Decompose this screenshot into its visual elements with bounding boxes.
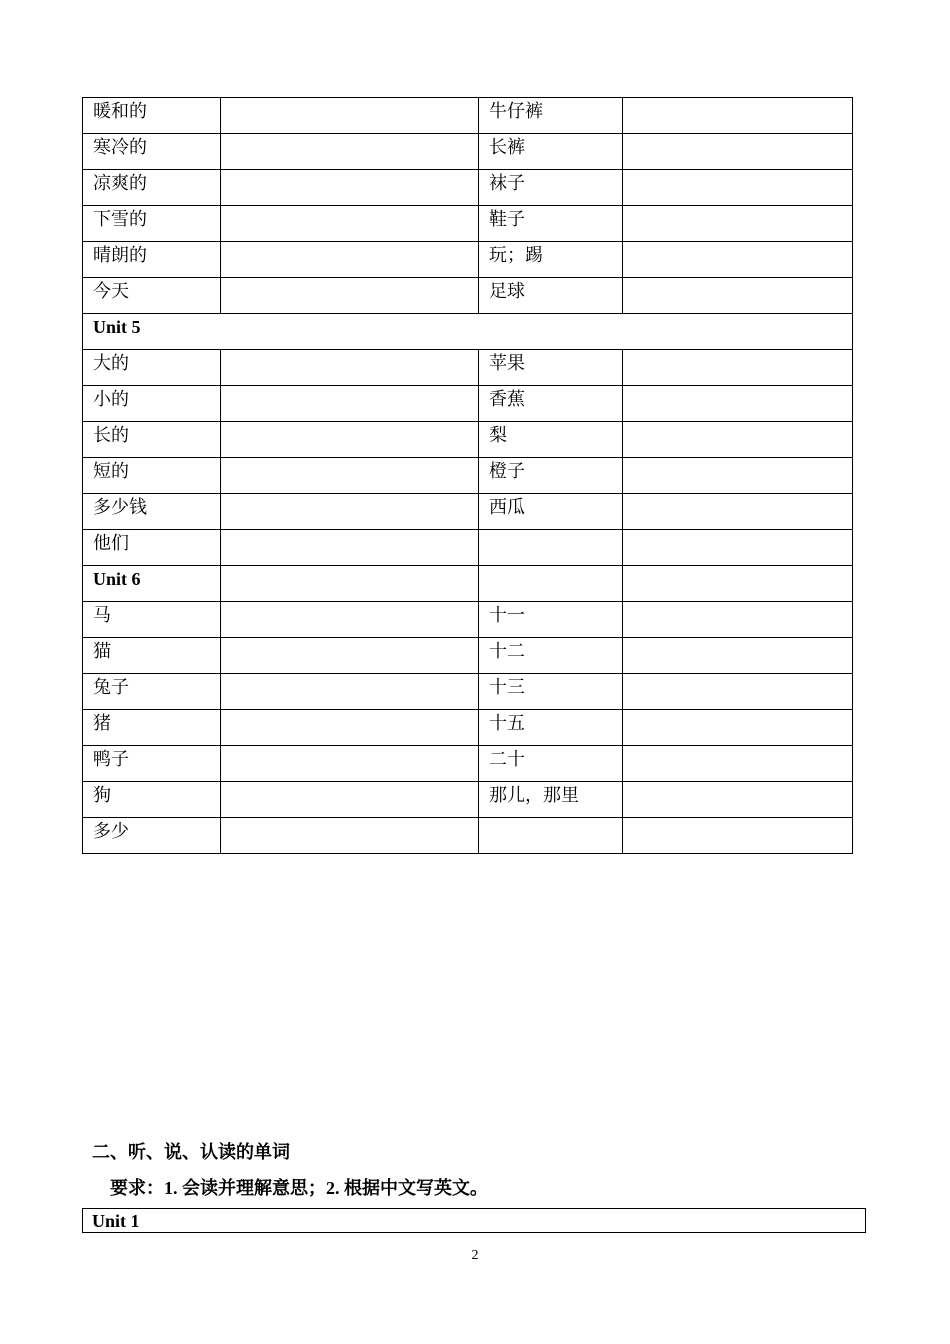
answer-cell — [221, 98, 479, 134]
table-row — [83, 818, 853, 854]
answer-cell — [623, 134, 853, 170]
chinese-word-cell: 狗 — [83, 782, 221, 818]
chinese-word-cell: 十三 — [479, 674, 623, 710]
unit-heading-cell: Unit 6 — [83, 566, 221, 602]
chinese-word-cell: 下雪的 — [83, 206, 221, 242]
answer-cell — [623, 278, 853, 314]
answer-cell — [221, 242, 479, 278]
chinese-word-cell: 猪 — [83, 710, 221, 746]
table-row — [83, 98, 853, 134]
table-row — [83, 746, 853, 782]
answer-cell — [623, 242, 853, 278]
chinese-word-cell: 鞋子 — [479, 206, 623, 242]
answer-cell — [623, 782, 853, 818]
answer-cell — [623, 674, 853, 710]
unit-heading-cell: Unit 5 — [83, 314, 853, 350]
answer-cell — [221, 278, 479, 314]
answer-cell — [221, 170, 479, 206]
answer-cell — [221, 746, 479, 782]
vocabulary-table — [82, 97, 853, 854]
answer-cell — [623, 602, 853, 638]
table-row — [83, 242, 853, 278]
chinese-word-cell — [479, 818, 623, 854]
table-row — [83, 422, 853, 458]
table-row — [83, 134, 853, 170]
answer-cell — [623, 746, 853, 782]
answer-cell — [221, 422, 479, 458]
chinese-word-cell: 多少 — [83, 818, 221, 854]
table-row — [83, 674, 853, 710]
requirement-text: 要求：1. 会读并理解意思；2. 根据中文写英文。 — [110, 1178, 488, 1198]
chinese-word-cell: 那儿，那里 — [479, 782, 623, 818]
chinese-word-cell: 暖和的 — [83, 98, 221, 134]
chinese-word-cell: 寒冷的 — [83, 134, 221, 170]
answer-cell — [221, 782, 479, 818]
answer-cell — [623, 98, 853, 134]
chinese-word-cell: 长裤 — [479, 134, 623, 170]
chinese-word-cell: 兔子 — [83, 674, 221, 710]
chinese-word-cell: 牛仔裤 — [479, 98, 623, 134]
table-row — [83, 350, 853, 386]
chinese-word-cell: 猫 — [83, 638, 221, 674]
answer-cell — [221, 602, 479, 638]
table-row — [83, 170, 853, 206]
table-row — [83, 638, 853, 674]
chinese-word-cell: 袜子 — [479, 170, 623, 206]
chinese-word-cell: 马 — [83, 602, 221, 638]
answer-cell — [623, 206, 853, 242]
chinese-word-cell: 西瓜 — [479, 494, 623, 530]
unit-heading-box: Unit 1 — [82, 1208, 866, 1233]
chinese-word-cell: 晴朗的 — [83, 242, 221, 278]
answer-cell — [221, 710, 479, 746]
unit-row — [83, 566, 853, 602]
answer-cell — [221, 818, 479, 854]
chinese-word-cell: 橙子 — [479, 458, 623, 494]
answer-cell — [623, 818, 853, 854]
chinese-word-cell: 大的 — [83, 350, 221, 386]
chinese-word-cell: 鸭子 — [83, 746, 221, 782]
vocabulary-table-body — [83, 98, 853, 854]
chinese-word-cell: 十一 — [479, 602, 623, 638]
answer-cell — [221, 494, 479, 530]
answer-cell — [221, 458, 479, 494]
answer-cell — [221, 386, 479, 422]
table-row — [83, 494, 853, 530]
answer-cell — [623, 530, 853, 566]
page-number: 2 — [471, 1248, 479, 1263]
chinese-word-cell — [479, 566, 623, 602]
answer-cell — [623, 638, 853, 674]
chinese-word-cell: 足球 — [479, 278, 623, 314]
chinese-word-cell: 二十 — [479, 746, 623, 782]
chinese-word-cell: 梨 — [479, 422, 623, 458]
chinese-word-cell: 今天 — [83, 278, 221, 314]
chinese-word-cell: 小的 — [83, 386, 221, 422]
chinese-word-cell: 长的 — [83, 422, 221, 458]
table-row — [83, 278, 853, 314]
answer-cell — [221, 674, 479, 710]
answer-cell — [221, 638, 479, 674]
answer-cell — [221, 206, 479, 242]
answer-cell — [623, 458, 853, 494]
chinese-word-cell: 玩；踢 — [479, 242, 623, 278]
chinese-word-cell: 短的 — [83, 458, 221, 494]
answer-cell — [623, 170, 853, 206]
answer-cell — [221, 566, 479, 602]
answer-cell — [221, 530, 479, 566]
table-row — [83, 458, 853, 494]
answer-cell — [221, 350, 479, 386]
table-row — [83, 602, 853, 638]
table-row — [83, 530, 853, 566]
table-row — [83, 710, 853, 746]
chinese-word-cell — [479, 530, 623, 566]
answer-cell — [623, 422, 853, 458]
chinese-word-cell: 十五 — [479, 710, 623, 746]
chinese-word-cell: 他们 — [83, 530, 221, 566]
answer-cell — [623, 494, 853, 530]
section-title: 二、听、说、认读的单词 — [92, 1142, 290, 1162]
table-row — [83, 782, 853, 818]
answer-cell — [623, 386, 853, 422]
table-row — [83, 386, 853, 422]
chinese-word-cell: 多少钱 — [83, 494, 221, 530]
unit-row — [83, 314, 853, 350]
answer-cell — [623, 566, 853, 602]
chinese-word-cell: 香蕉 — [479, 386, 623, 422]
answer-cell — [623, 350, 853, 386]
chinese-word-cell: 苹果 — [479, 350, 623, 386]
answer-cell — [221, 134, 479, 170]
chinese-word-cell: 十二 — [479, 638, 623, 674]
answer-cell — [623, 710, 853, 746]
table-row — [83, 206, 853, 242]
chinese-word-cell: 凉爽的 — [83, 170, 221, 206]
